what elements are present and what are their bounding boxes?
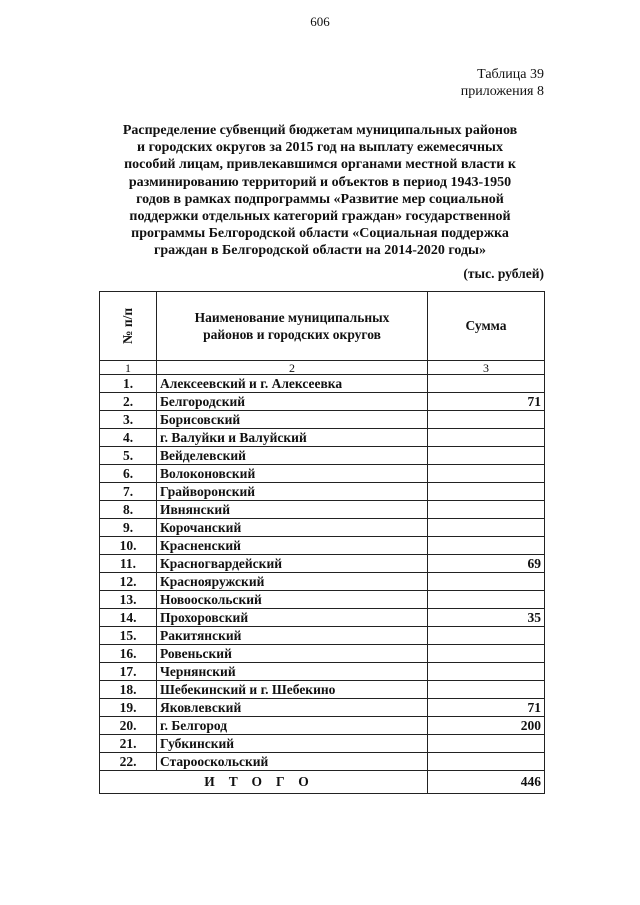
row-sum: 69 [428, 555, 545, 573]
row-name: Корочанский [157, 519, 428, 537]
row-name: Ровеньский [157, 645, 428, 663]
page-number: 606 [310, 14, 330, 29]
row-num: 6. [100, 465, 157, 483]
row-name: Белгородский [157, 393, 428, 411]
row-name: Ивнянский [157, 501, 428, 519]
row-num: 16. [100, 645, 157, 663]
row-sum [428, 447, 545, 465]
table-row [100, 699, 545, 717]
row-name: Старооскольский [157, 753, 428, 771]
row-num: 12. [100, 573, 157, 591]
row-name: г. Белгород [157, 717, 428, 735]
row-num: 9. [100, 519, 157, 537]
table-row [100, 591, 545, 609]
table-row [100, 429, 545, 447]
units-label: (тыс. рублей) [463, 266, 544, 281]
total-label: ИТОГО [100, 771, 428, 794]
column-index-row [100, 361, 545, 375]
title-line: программы Белгородской области «Социальная поддержка [131, 226, 509, 242]
row-sum [428, 465, 545, 483]
header-name-line1: Наименование муниципальных [194, 310, 390, 325]
row-sum [428, 573, 545, 591]
row-num: 8. [100, 501, 157, 519]
row-sum [428, 753, 545, 771]
table-row [100, 375, 545, 393]
table-row [100, 627, 545, 645]
header-num-label: № п/п [120, 307, 135, 345]
row-num: 11. [100, 555, 157, 573]
row-name: Губкинский [157, 735, 428, 753]
column-index: 3 [428, 361, 545, 375]
row-name: Грайворонский [157, 483, 428, 501]
row-sum [428, 429, 545, 447]
table-row [100, 537, 545, 555]
row-name: Шебекинский и г. Шебекино [157, 681, 428, 699]
row-sum: 200 [428, 717, 545, 735]
header-name [157, 292, 428, 361]
title-line: разминированию территорий и объектов в период 1943-1950 [128, 174, 512, 190]
title-line: поддержки отдельных категорий граждан» государственной [129, 209, 511, 225]
row-num: 20. [100, 717, 157, 735]
row-sum [428, 663, 545, 681]
row-sum [428, 519, 545, 537]
row-name: Прохоровский [157, 609, 428, 627]
header-num [100, 292, 157, 361]
row-sum [428, 375, 545, 393]
table-row [100, 609, 545, 627]
table-row [100, 501, 545, 519]
row-num: 21. [100, 735, 157, 753]
row-sum: 35 [428, 609, 545, 627]
row-name: Вейделевский [157, 447, 428, 465]
table-ref-line2: приложения 8 [460, 84, 544, 99]
row-num: 15. [100, 627, 157, 645]
title-line: граждан в Белгородской области на 2014-2020 годы» [154, 243, 486, 259]
table-reference [461, 66, 544, 100]
row-num: 5. [100, 447, 157, 465]
row-name: Яковлевский [157, 699, 428, 717]
header-row [100, 292, 545, 361]
table-row [100, 735, 545, 753]
table-row [100, 393, 545, 411]
table-row [100, 519, 545, 537]
row-name: Ракитянский [157, 627, 428, 645]
table-row [100, 681, 545, 699]
row-num: 18. [100, 681, 157, 699]
table-row [100, 573, 545, 591]
column-index: 1 [100, 361, 157, 375]
row-sum [428, 501, 545, 519]
row-name: г. Валуйки и Валуйский [157, 429, 428, 447]
row-name: Волоконовский [157, 465, 428, 483]
row-name: Борисовский [157, 411, 428, 429]
row-num: 1. [100, 375, 157, 393]
row-num: 2. [100, 393, 157, 411]
table-row [100, 645, 545, 663]
title-line: и городских округов за 2015 год на выплату ежемесячных [137, 140, 503, 156]
table-row [100, 483, 545, 501]
row-name: Новооскольский [157, 591, 428, 609]
row-num: 22. [100, 753, 157, 771]
row-num: 17. [100, 663, 157, 681]
row-sum [428, 645, 545, 663]
row-sum [428, 627, 545, 645]
row-num: 7. [100, 483, 157, 501]
row-sum [428, 537, 545, 555]
table-body [100, 375, 545, 771]
row-num: 3. [100, 411, 157, 429]
title-line: пособий лицам, привлекавшимся органами местной власти к [124, 157, 516, 173]
table-row [100, 663, 545, 681]
row-sum [428, 483, 545, 501]
table-row [100, 447, 545, 465]
subsidy-table [99, 291, 545, 794]
row-num: 13. [100, 591, 157, 609]
header-name-line2: районов и городских округов [203, 327, 381, 342]
row-sum [428, 591, 545, 609]
document-title [100, 122, 540, 260]
row-name: Красненский [157, 537, 428, 555]
row-num: 10. [100, 537, 157, 555]
row-num: 14. [100, 609, 157, 627]
column-index: 2 [157, 361, 428, 375]
total-row [100, 771, 545, 794]
title-line: Распределение субвенций бюджетам муниципальных районов [122, 123, 518, 138]
table-row [100, 411, 545, 429]
total-sum: 446 [428, 771, 545, 794]
row-sum [428, 735, 545, 753]
row-name: Краснояружский [157, 573, 428, 591]
row-num: 19. [100, 699, 157, 717]
row-name: Чернянский [157, 663, 428, 681]
row-sum [428, 411, 545, 429]
row-name: Красногвардейский [157, 555, 428, 573]
row-num: 4. [100, 429, 157, 447]
table-row [100, 717, 545, 735]
row-sum: 71 [428, 699, 545, 717]
row-sum [428, 681, 545, 699]
row-sum: 71 [428, 393, 545, 411]
row-name: Алексеевский и г. Алексеевка [157, 375, 428, 393]
header-sum: Сумма [428, 292, 545, 361]
title-line: годов в рамках подпрограммы «Развитие мер социальной [136, 191, 504, 207]
table-row [100, 753, 545, 771]
table-ref-line1: Таблица 39 [477, 67, 544, 82]
table-row [100, 465, 545, 483]
table-row [100, 555, 545, 573]
